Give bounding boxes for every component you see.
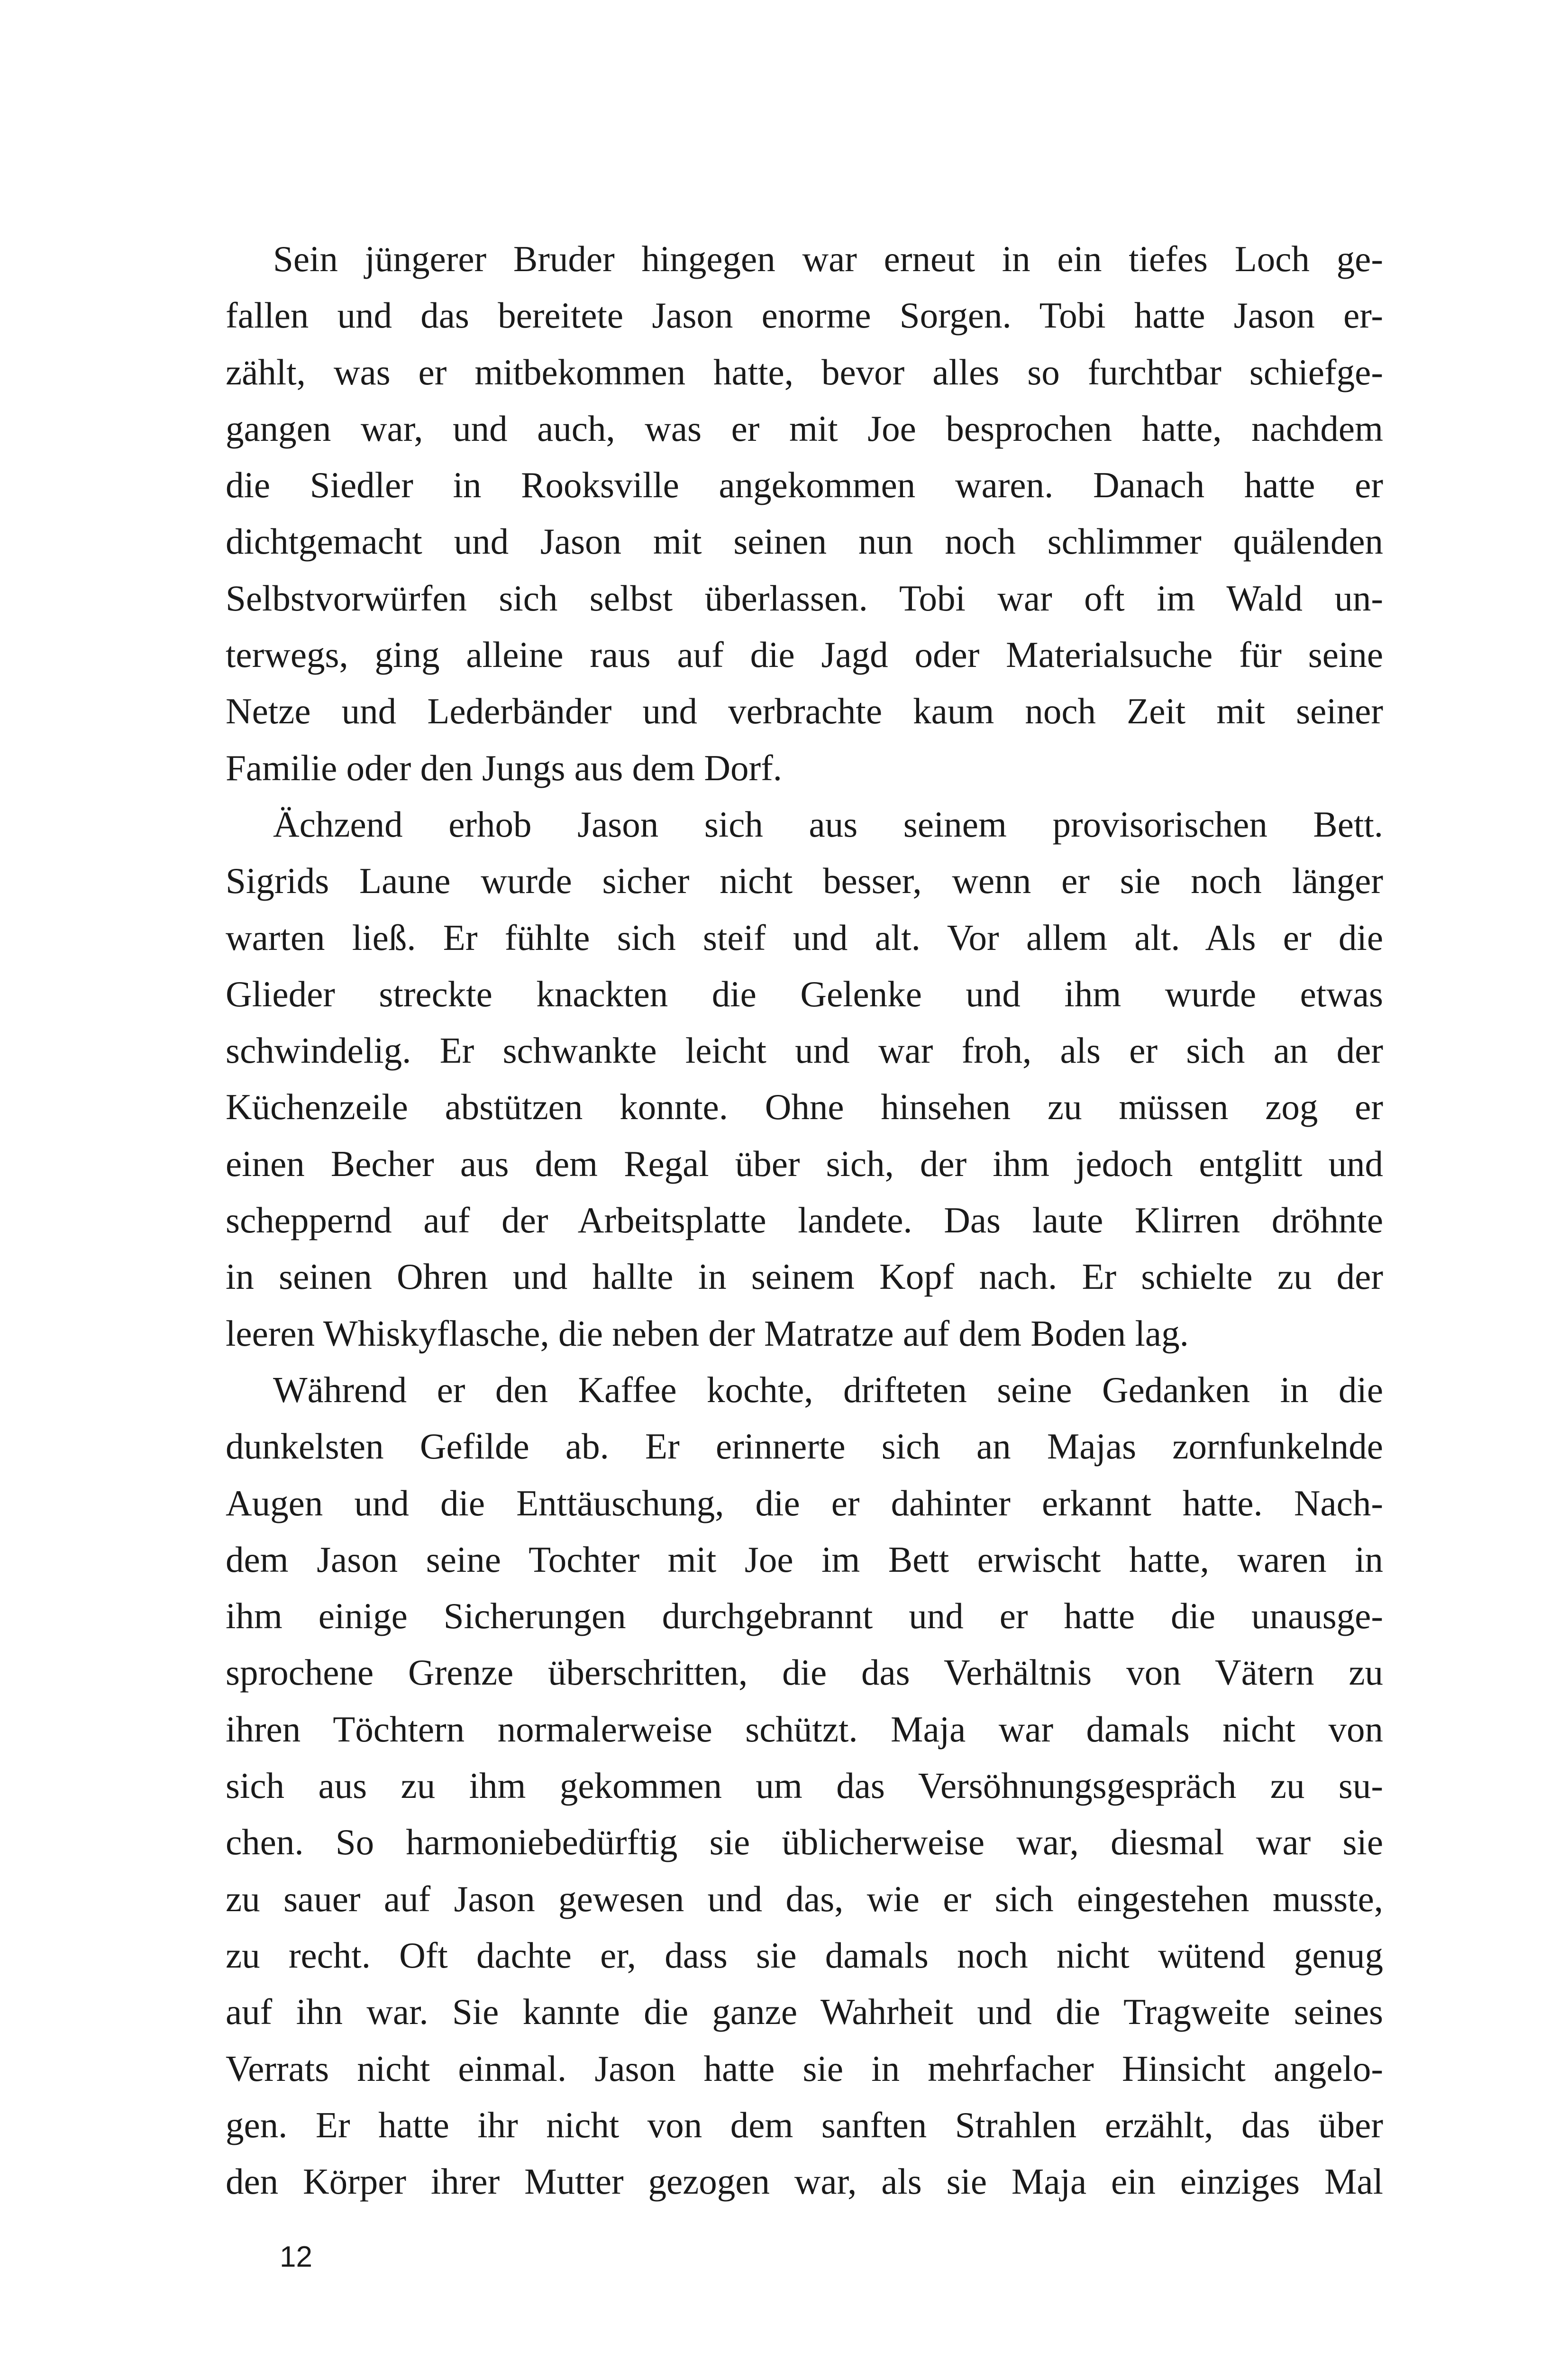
text-line: scheppernd auf der Arbeitsplatte landete. Das laute Klirren dröhnte: [226, 1200, 1383, 1241]
text-line: fallen und das bereitete Jason enorme Sorgen. Tobi hatte Jason er-: [226, 295, 1383, 336]
text-line: gen. Er hatte ihr nicht von dem sanften Strahlen erzählt, das über: [226, 2104, 1383, 2145]
text-line: Sigrids Laune wurde sicher nicht besser, wenn er sie noch länger: [226, 860, 1383, 902]
text-line: sich aus zu ihm gekommen um das Versöhnungsgespräch zu su-: [226, 1765, 1383, 1806]
text-line: Familie oder den Jungs aus dem Dorf.: [226, 747, 783, 788]
text-line: Glieder streckte knackten die Gelenke und ihm wurde etwas: [226, 973, 1383, 1014]
text-line: dem Jason seine Tochter mit Joe im Bett erwischt hatte, waren in: [226, 1539, 1383, 1580]
paragraph: [226, 1362, 1383, 2210]
text-line: Augen und die Enttäuschung, die er dahinter erkannt hatte. Nach-: [226, 1482, 1383, 1523]
text-line: in seinen Ohren und hallte in seinem Kopf nach. Er schielte zu der: [226, 1256, 1383, 1297]
text-line: Verrats nicht einmal. Jason hatte sie in mehrfacher Hinsicht angelo-: [226, 2048, 1383, 2089]
text-line: Küchenzeile abstützen konnte. Ohne hinsehen zu müssen zog er: [226, 1086, 1383, 1128]
text-line: Selbstvorwürfen sich selbst überlassen. Tobi war oft im Wald un-: [226, 577, 1383, 619]
text-line: sprochene Grenze überschritten, die das Verhältnis von Vätern zu: [226, 1652, 1383, 1693]
text-line: Während er den Kaffee kochte, drifteten seine Gedanken in die: [273, 1369, 1383, 1410]
text-line: den Körper ihrer Mutter gezogen war, als sie Maja ein einziges Mal: [226, 2161, 1383, 2202]
text-line: zu sauer auf Jason gewesen und das, wie er sich eingestehen musste,: [226, 1878, 1383, 1919]
text-line: Netze und Lederbänder und verbrachte kaum noch Zeit mit seiner: [226, 691, 1383, 732]
text-line: dichtgemacht und Jason mit seinen nun noch schlimmer quälenden: [226, 521, 1383, 562]
text-line: zu recht. Oft dachte er, dass sie damals noch nicht wütend genug: [226, 1934, 1383, 1976]
text-line: ihm einige Sicherungen durchgebrannt und er hatte die unausge-: [226, 1595, 1383, 1637]
text-line: leeren Whiskyflasche, die neben der Matratze auf dem Boden lag.: [226, 1313, 1189, 1354]
text-line: chen. So harmoniebedürftig sie üblicherweise war, diesmal war sie: [226, 1822, 1383, 1863]
page-number: 12: [280, 2241, 312, 2274]
text-line: schwindelig. Er schwankte leicht und war froh, als er sich an der: [226, 1030, 1383, 1071]
text-line: Sein jüngerer Bruder hingegen war erneut in ein tiefes Loch ge-: [273, 238, 1383, 279]
text-line: terwegs, ging alleine raus auf die Jagd oder Materialsuche für seine: [226, 634, 1383, 675]
text-line: einen Becher aus dem Regal über sich, der ihm jedoch entglitt und: [226, 1143, 1383, 1184]
text-line: die Siedler in Rooksville angekommen waren. Danach hatte er: [226, 465, 1383, 506]
text-line: dunkelsten Gefilde ab. Er erinnerte sich an Majas zornfunkelnde: [226, 1426, 1383, 1467]
text-line: zählt, was er mitbekommen hatte, bevor alles so furchtbar schiefge-: [226, 351, 1383, 392]
paragraph: [226, 231, 1383, 796]
text-line: ihren Töchtern normalerweise schützt. Maja war damals nicht von: [226, 1708, 1383, 1750]
body-text: [226, 0, 1383, 2210]
text-line: auf ihn war. Sie kannte die ganze Wahrheit und die Tragweite seines: [226, 1991, 1383, 2033]
text-line: warten ließ. Er fühlte sich steif und alt. Vor allem alt. Als er die: [226, 917, 1383, 958]
text-line: Ächzend erhob Jason sich aus seinem provisorischen Bett.: [273, 803, 1383, 845]
paragraph: [226, 796, 1383, 1362]
text-line: gangen war, und auch, was er mit Joe besprochen hatte, nachdem: [226, 408, 1383, 449]
